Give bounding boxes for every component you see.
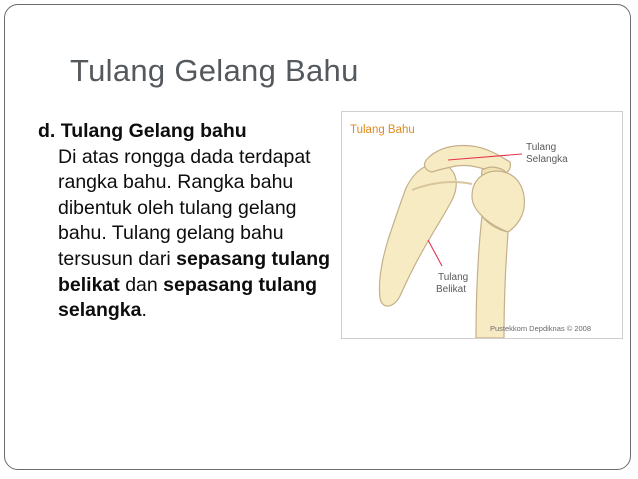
label-clavicle-line2: Selangka [526, 154, 568, 165]
body-paragraph [38, 145, 348, 324]
humerus-shaft [476, 216, 508, 338]
section-heading: d. Tulang Gelang bahu [38, 120, 247, 142]
figure-credit: Pustekkom Depdiknas © 2008 [490, 324, 591, 333]
label-scapula-line2: Belikat [436, 284, 467, 295]
shoulder-figure [341, 111, 623, 339]
figure-title: Tulang Bahu [350, 124, 415, 136]
shoulder-illustration [342, 112, 622, 338]
slide-body [38, 119, 348, 324]
paragraph-bold-belikat: sepasang tulang belikat [58, 247, 331, 296]
humerus-head [472, 171, 524, 232]
label-clavicle-line1: Tulang [526, 142, 557, 153]
scapula-pointer [428, 240, 442, 266]
paragraph-end: . [141, 299, 147, 322]
slide-title: Tulang Gelang Bahu [70, 53, 359, 88]
label-scapula-line1: Tulang [438, 272, 469, 283]
paragraph-intro: Di atas rongga dada terdapat rangka bahu. Rangka bahu dibentuk oleh tulang gelang bahu. Tulang gelang bahu tersusun dari [58, 145, 311, 270]
paragraph-bold-selangka: sepasang tulang selangka [58, 273, 318, 322]
paragraph-connector: dan [119, 273, 164, 296]
